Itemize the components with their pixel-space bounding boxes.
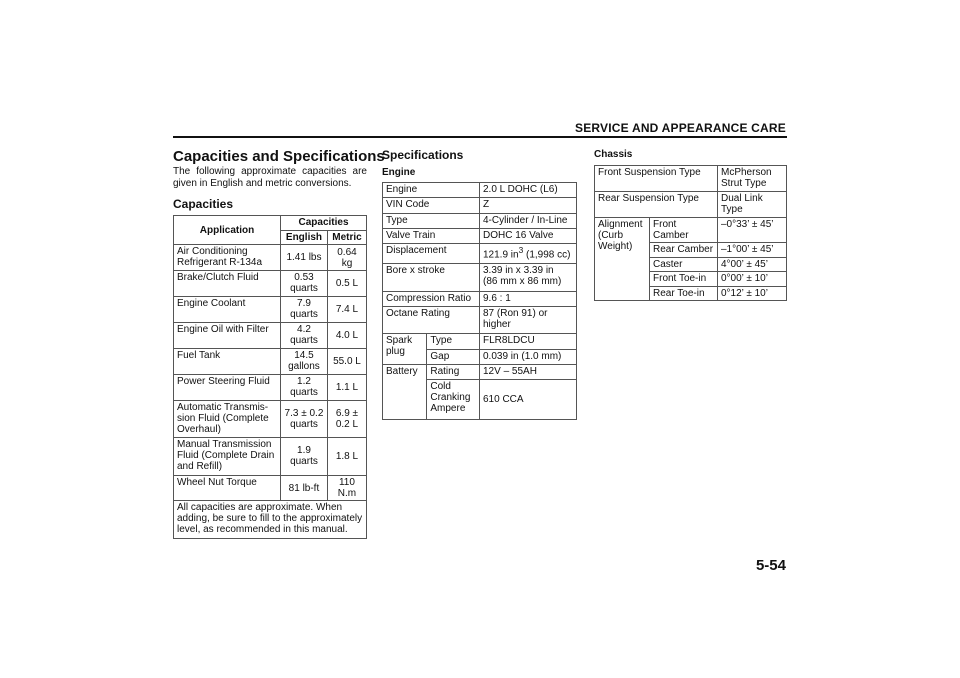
cell-application: Engine Oil with Filter [174, 322, 281, 348]
cell-english: 1.9 quarts [281, 438, 328, 475]
capacities-heading: Capacities [173, 197, 234, 211]
cell-application: Engine Coolant [174, 296, 281, 322]
cell-value: FLR8LDCU [480, 334, 577, 349]
cell-label: Rear Suspension Type [595, 191, 718, 217]
table-row [383, 183, 577, 198]
cell-value: –1°00’ ± 45’ [718, 243, 787, 257]
page-title: Capacities and Specifications [173, 148, 385, 165]
cell-label: VIN Code [383, 198, 480, 213]
cell-metric: 55.0 L [327, 348, 366, 374]
cell-application: Wheel Nut Torque [174, 475, 281, 501]
table-row [383, 213, 577, 228]
cell-value: 2.0 L DOHC (L6) [480, 183, 577, 198]
cell-value: 12V – 55AH [480, 365, 577, 380]
cell-english: 14.5 gallons [281, 348, 328, 374]
table-row [174, 348, 367, 374]
cell-english: 7.9 quarts [281, 296, 328, 322]
table-row [383, 244, 577, 264]
cell-metric: 0.5 L [327, 271, 366, 297]
table-row [383, 365, 577, 380]
table-row [383, 264, 577, 291]
displacement-value: 121.9 in [483, 249, 519, 261]
cell-label: Valve Train [383, 228, 480, 243]
cell-group-label: Alignment (Curb Weight) [595, 217, 650, 301]
table-row [383, 334, 577, 349]
cell-sublabel: Rear Camber [650, 243, 718, 257]
cell-sublabel: Type [427, 334, 480, 349]
cell-application: Manual Transmission Fluid (Complete Drain and Refill) [174, 438, 281, 475]
cell-sublabel: Cold Cranking Ampere [427, 380, 480, 420]
table-row [383, 198, 577, 213]
cell-group-label: Spark plug [383, 334, 427, 365]
header-divider [173, 136, 787, 138]
table-row [174, 245, 367, 271]
bore-imperial: 3.39 in x 3.39 in [483, 265, 554, 277]
bore-metric: (86 mm x 86 mm) [483, 276, 562, 288]
table-row [383, 307, 577, 334]
cell-sublabel: Front Camber [650, 217, 718, 243]
cell-english: 1.2 quarts [281, 374, 328, 400]
cell-value: Dual Link Type [718, 191, 787, 217]
table-row [595, 166, 787, 192]
table-row [383, 291, 577, 306]
table-row [383, 228, 577, 243]
cell-metric: 110 N.m [327, 475, 366, 501]
cell-metric: 0.64 kg [327, 245, 366, 271]
specifications-heading: Specifications [382, 148, 464, 162]
cell-value: 87 (Ron 91) or higher [480, 307, 577, 334]
cell-english: 81 lb-ft [281, 475, 328, 501]
cell-value: 4°00’ ± 45’ [718, 257, 787, 271]
cell-metric: 1.8 L [327, 438, 366, 475]
table-row [174, 438, 367, 475]
col-application: Application [174, 216, 281, 245]
col-capacities: Capacities [281, 216, 367, 231]
cell-label: Front Suspension Type [595, 166, 718, 192]
cell-value: McPherson Strut Type [718, 166, 787, 192]
cell-sublabel: Front Toe-in [650, 272, 718, 286]
cell-value [480, 264, 577, 291]
displacement-cc: (1,998 cc) [523, 249, 571, 261]
cell-metric: 7.4 L [327, 296, 366, 322]
cell-value: 0°12’ ± 10’ [718, 286, 787, 300]
cell-english: 1.41 lbs [281, 245, 328, 271]
cell-label: Octane Rating [383, 307, 480, 334]
cell-application: Power Steering Fluid [174, 374, 281, 400]
cell-sublabel: Caster [650, 257, 718, 271]
cell-value: Z [480, 198, 577, 213]
engine-heading: Engine [382, 167, 416, 178]
chassis-heading: Chassis [594, 149, 633, 160]
cell-label: Bore x stroke [383, 264, 480, 291]
cell-label: Displacement [383, 244, 480, 264]
cell-value: 610 CCA [480, 380, 577, 420]
cell-application: Fuel Tank [174, 348, 281, 374]
cell-english: 4.2 quarts [281, 322, 328, 348]
cell-label: Compression Ratio [383, 291, 480, 306]
cell-application: Brake/Clutch Fluid [174, 271, 281, 297]
capacities-table [173, 215, 367, 539]
table-row [174, 322, 367, 348]
cell-value: 0.039 in (1.0 mm) [480, 349, 577, 364]
table-row [174, 271, 367, 297]
cell-metric: 6.9 ± 0.2 L [327, 400, 366, 437]
cell-sublabel: Rear Toe-in [650, 286, 718, 300]
cell-value [480, 244, 577, 264]
table-row [174, 296, 367, 322]
chassis-table [594, 165, 787, 301]
cell-value: 4-Cylinder / In-Line [480, 213, 577, 228]
cell-value: 0°00’ ± 10’ [718, 272, 787, 286]
cell-metric: 4.0 L [327, 322, 366, 348]
cell-label: Type [383, 213, 480, 228]
section-title: SERVICE AND APPEARANCE CARE [575, 121, 786, 135]
table-row [174, 400, 367, 437]
engine-table [382, 182, 577, 420]
cell-application: Automatic Transmis-sion Fluid (Complete Overhaul) [174, 400, 281, 437]
cell-value: DOHC 16 Valve [480, 228, 577, 243]
cell-application: Air Conditioning Refrigerant R-134a [174, 245, 281, 271]
table-row [595, 191, 787, 217]
displacement-exponent: 3 [518, 245, 524, 256]
cell-sublabel: Gap [427, 349, 480, 364]
cell-value: 9.6 : 1 [480, 291, 577, 306]
table-row [174, 475, 367, 501]
col-metric: Metric [327, 230, 366, 245]
cell-english: 0.53 quarts [281, 271, 328, 297]
cell-english: 7.3 ± 0.2 quarts [281, 400, 328, 437]
cell-value: –0°33’ ± 45’ [718, 217, 787, 243]
cell-group-label: Battery [383, 365, 427, 420]
cell-metric: 1.1 L [327, 374, 366, 400]
capacities-note: All capacities are approximate. When adding, be sure to fill to the approximately level, as recommended in this manual. [174, 501, 367, 539]
cell-sublabel: Rating [427, 365, 480, 380]
intro-paragraph: The following approximate capacities are given in English and metric conversions. [173, 166, 367, 189]
cell-label: Engine [383, 183, 480, 198]
col-english: English [281, 230, 328, 245]
page-number: 5-54 [755, 557, 786, 574]
table-row [174, 374, 367, 400]
table-row [595, 217, 787, 243]
